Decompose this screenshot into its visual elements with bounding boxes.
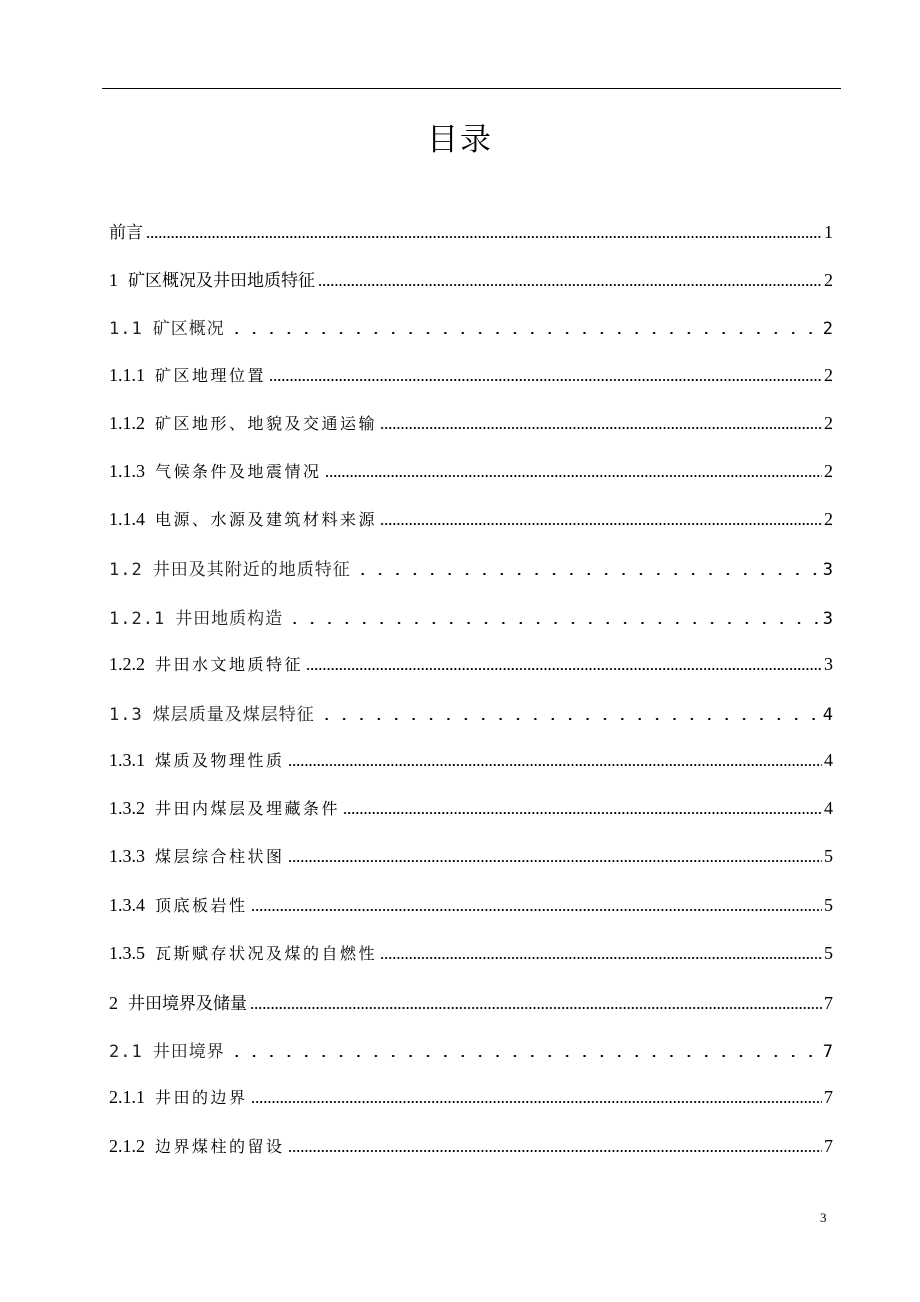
toc-entry[interactable] [109,893,833,941]
toc-entry-title: 煤层质量及煤层特征 [152,704,315,725]
toc-dot-leader [380,519,822,525]
toc-entry-title: 井田境界及储量 [128,994,247,1014]
toc-entry[interactable] [109,989,833,1037]
toc-dot-leader [318,714,821,720]
toc-entry-page: 2 [824,364,833,385]
toc-dot-leader [251,905,822,911]
toc-entry[interactable] [109,507,833,555]
toc-entry-number: 1.1.2 [109,412,145,433]
toc-entry-page: 2 [824,460,833,481]
toc-entry-number: 1.2.2 [109,653,145,674]
toc-entry-page: 3 [824,653,833,674]
toc-dot-leader [288,856,822,862]
toc-entry-number: 1.3.2 [109,798,145,819]
toc-entry[interactable] [109,266,833,314]
toc-entry-page: 3 [822,608,833,629]
toc-entry[interactable] [109,844,833,892]
toc-entry-number: 2.1 [109,1042,143,1063]
toc-entry-number: 2 [109,993,118,1013]
toc-dot-leader [306,664,822,670]
toc-dot-leader [269,375,822,381]
toc-entry-title: 前言 [109,223,143,243]
toc-entry-number: 1.3.1 [109,750,145,771]
toc-entry-page: 2 [824,412,833,433]
toc-entry[interactable] [109,363,833,411]
toc-dot-leader [318,280,822,286]
toc-entry[interactable] [109,1085,833,1133]
toc-entry-number: 2.1.2 [109,1135,145,1156]
toc-dot-leader [354,569,821,575]
toc-dot-leader [288,1146,822,1152]
toc-entry-title: 煤质及物理性质 [155,751,285,771]
toc-entry-page: 7 [822,1042,833,1063]
toc-entry-page: 5 [824,846,833,867]
toc-entry-title: 矿区概况 [152,319,225,340]
toc-entry-title: 井田水文地质特征 [155,654,304,674]
toc-entry[interactable] [109,555,833,603]
toc-entry-page: 4 [824,750,833,771]
toc-entry-number: 1 [109,270,118,291]
toc-entry-title: 电源、水源及建筑材料来源 [155,510,378,530]
toc-entry-page: 5 [824,894,833,915]
toc-entry[interactable] [109,796,833,844]
toc-entry-page: 4 [824,798,833,819]
page-title: 目录 [427,122,493,158]
toc-entry[interactable] [109,604,833,652]
toc-dot-leader [286,618,821,624]
toc-dot-leader [228,1051,821,1057]
toc-entry-title: 井田地质构造 [175,608,284,629]
toc-entry-page: 7 [824,1087,833,1108]
toc-entry-number: 1.1 [109,319,143,340]
toc-entry-title: 瓦斯赋存状况及煤的自燃性 [155,943,378,963]
toc-entry[interactable] [109,941,833,989]
toc-entry[interactable] [109,459,833,507]
toc-entry-number: 1.1.4 [109,509,145,530]
header-rule [102,88,841,89]
toc-dot-leader [325,471,822,477]
toc-dot-leader [343,808,822,814]
toc-entry-title: 顶底板岩性 [155,895,248,915]
toc-entry-page: 4 [822,704,833,725]
toc-entry-number: 1.3.4 [109,894,145,915]
toc-entry[interactable] [109,218,833,266]
toc-entry-page: 7 [824,993,833,1013]
toc-entry-page: 1 [824,222,833,242]
toc-entry-title: 边界煤柱的留设 [155,1136,285,1156]
toc-entry-page: 5 [824,942,833,963]
toc-dot-leader [228,328,821,334]
toc-entry-title: 井田境界 [152,1042,225,1063]
toc-entry-number: 1.2.1 [109,608,166,629]
toc-entry-title: 井田及其附近的地质特征 [152,560,351,581]
toc-entry-page: 2 [824,270,833,291]
toc-entry-number: 1.2 [109,560,143,581]
toc-entry-title: 井田的边界 [155,1088,248,1108]
toc-entry-page: 2 [822,319,833,340]
footer-page-number: 3 [820,1210,827,1225]
toc-entry-number: 1.3.3 [109,846,145,867]
toc-entry[interactable] [109,1037,833,1085]
toc-entry-title: 井田内煤层及埋藏条件 [155,799,341,819]
toc-entry-title: 矿区地形、地貌及交通运输 [155,413,378,433]
toc-dot-leader [250,1003,822,1009]
toc-entry[interactable] [109,411,833,459]
toc-entry-title: 气候条件及地震情况 [155,461,322,481]
toc-entry-number: 1.3 [109,704,143,725]
table-of-contents [109,218,833,1182]
toc-entry-number: 1.1.1 [109,364,145,385]
toc-entry-number: 2.1.1 [109,1087,145,1108]
toc-entry-page: 3 [822,560,833,581]
toc-entry[interactable] [109,748,833,796]
toc-entry-number: 1.1.3 [109,460,145,481]
toc-entry-page: 2 [824,509,833,530]
toc-dot-leader [380,953,822,959]
toc-dot-leader [146,232,822,238]
toc-entry-title: 煤层综合柱状图 [155,847,285,867]
toc-entry[interactable] [109,314,833,362]
toc-entry-title: 矿区概况及井田地质特征 [128,271,315,292]
toc-entry[interactable] [109,652,833,700]
toc-entry-page: 7 [824,1135,833,1156]
toc-dot-leader [288,760,822,766]
toc-dot-leader [380,423,822,429]
toc-entry-number: 1.3.5 [109,942,145,963]
toc-entry[interactable] [109,700,833,748]
toc-dot-leader [251,1097,822,1103]
toc-entry-title: 矿区地理位置 [155,365,267,385]
toc-entry[interactable] [109,1134,833,1182]
